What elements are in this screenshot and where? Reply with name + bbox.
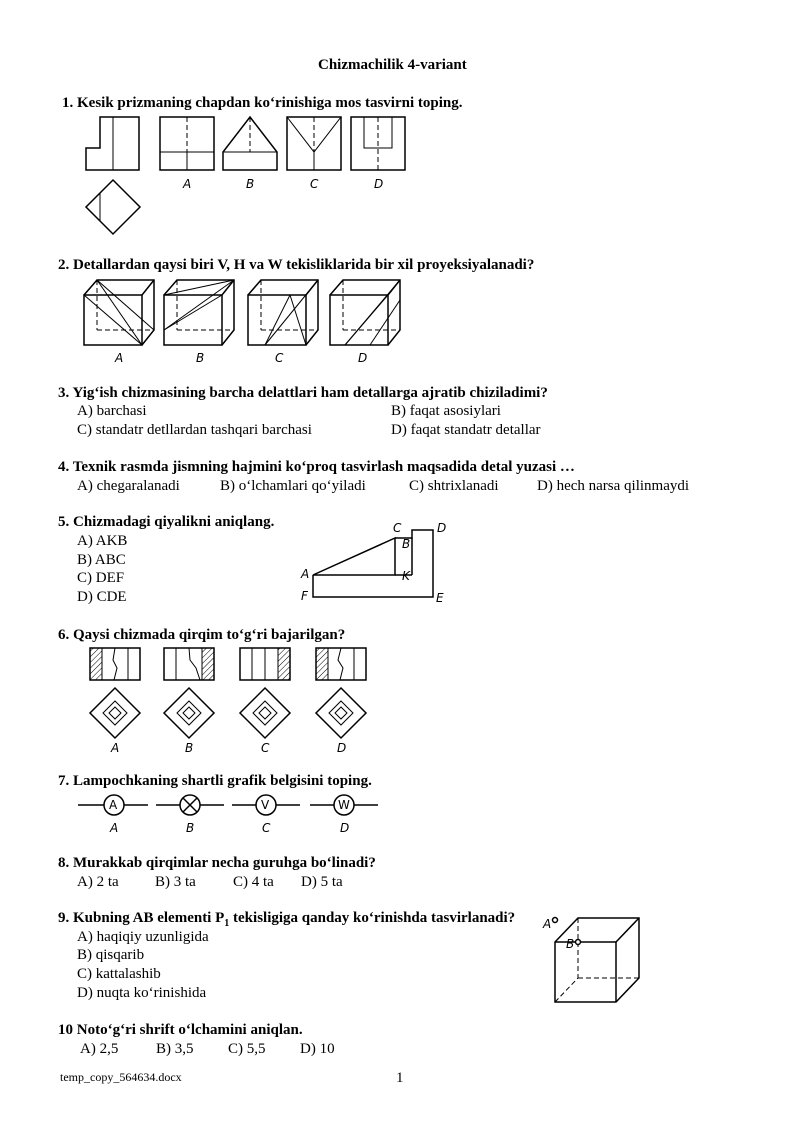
q8-option-d: D) 5 ta	[301, 874, 343, 890]
q6-label-c: C	[261, 741, 270, 755]
q10-option-c: C) 5,5	[228, 1041, 266, 1057]
question-7: 7. Lampochkaning shartli grafik belgisini toping.	[58, 773, 372, 789]
question-9: 9. Kubning AB elementi $P_1$ tekisligiga qanday ko‘rinishda tasvirlanadi?	[58, 910, 516, 929]
q7-symbol-w: W	[338, 798, 350, 812]
question-3: 3. Yig‘ish chizmasining barcha delattlari ham detallarga ajratib chiziladimi?	[58, 385, 548, 401]
q9-option-d: D) nuqta ko‘rinishida	[77, 985, 207, 1001]
q6-label-b: B	[185, 741, 194, 755]
q4-option-c: C) shtrixlanadi	[409, 478, 499, 494]
q1-label-a: A	[183, 177, 192, 191]
q5-point-b: B	[402, 537, 411, 551]
q5-option-c: C) DEF	[77, 570, 125, 586]
q2-label-c: C	[275, 351, 284, 365]
q5-option-a: A) AKB	[77, 533, 128, 549]
q3-option-a: A) barchasi	[77, 403, 147, 419]
q9-point-b: B	[566, 937, 575, 951]
q10-option-b: B) 3,5	[156, 1041, 194, 1057]
q6-label-d: D	[337, 741, 347, 755]
question-10: 10 Noto‘g‘ri shrift o‘lchamini aniqlan.	[58, 1022, 303, 1038]
question-2: 2. Detallardan qaysi biri V, H va W tekisliklarida bir xil proyeksiyalanadi?	[58, 257, 535, 273]
q2-label-a: A	[115, 351, 124, 365]
q10-option-a: A) 2,5	[80, 1041, 119, 1057]
q8-option-c: C) 4 ta	[233, 874, 274, 890]
q1-label-d: D	[374, 177, 384, 191]
q2-label-b: B	[196, 351, 205, 365]
q4-option-b: B) o‘lchamlari qo‘yiladi	[220, 478, 366, 494]
q9-option-a: A) haqiqiy uzunligida	[77, 929, 209, 945]
q5-option-d: D) CDE	[77, 589, 127, 605]
q7-symbol-v: V	[261, 798, 270, 812]
q5-point-k: K	[402, 569, 410, 583]
q5-point-d: D	[437, 521, 447, 535]
q1-label-c: C	[310, 177, 319, 191]
footer-filename: temp_copy_564634.docx	[60, 1070, 182, 1084]
question-6: 6. Qaysi chizmada qirqim to‘g‘ri bajarilgan?	[58, 627, 346, 643]
page-title: Chizmachilik 4-variant	[318, 57, 467, 73]
q9-option-c: C) kattalashib	[77, 966, 161, 982]
q9-option-b: B) qisqarib	[77, 947, 145, 963]
q2-label-d: D	[358, 351, 368, 365]
page-number: 1	[396, 1070, 404, 1086]
q10-option-d: D) 10	[300, 1041, 335, 1057]
q3-option-b: B) faqat asosiylari	[391, 403, 501, 419]
q3-option-d: D) faqat standatr detallar	[391, 422, 541, 438]
q8-option-b: B) 3 ta	[155, 874, 196, 890]
q1-label-b: B	[246, 177, 255, 191]
q5-option-b: B) ABC	[77, 552, 126, 568]
q7-label-a: A	[110, 821, 119, 835]
q5-point-e: E	[436, 591, 444, 605]
q4-option-d: D) hech narsa qilinmaydi	[537, 478, 690, 494]
q7-label-c: C	[262, 821, 271, 835]
q5-point-c: C	[393, 521, 402, 535]
q3-option-c: C) standatr detllardan tashqari barchasi	[77, 422, 312, 438]
q5-point-a: A	[301, 567, 310, 581]
question-1: 1. Kesik prizmaning chapdan ko‘rinishiga mos tasvirni toping.	[62, 95, 463, 111]
question-8: 8. Murakkab qirqimlar necha guruhga bo‘linadi?	[58, 855, 376, 871]
q7-label-b: B	[186, 821, 195, 835]
q4-option-a: A) chegaralanadi	[77, 478, 180, 494]
question-5: 5. Chizmadagi qiyalikni aniqlang.	[58, 514, 275, 530]
q7-label-d: D	[340, 821, 350, 835]
question-4: 4. Texnik rasmda jismning hajmini ko‘proq tasvirlash maqsadida detal yuzasi …	[58, 459, 575, 475]
q5-point-f: F	[301, 589, 308, 603]
q7-symbol-a: A	[109, 798, 118, 812]
q8-option-a: A) 2 ta	[77, 874, 119, 890]
q6-label-a: A	[111, 741, 120, 755]
q9-point-a: A	[543, 917, 552, 931]
